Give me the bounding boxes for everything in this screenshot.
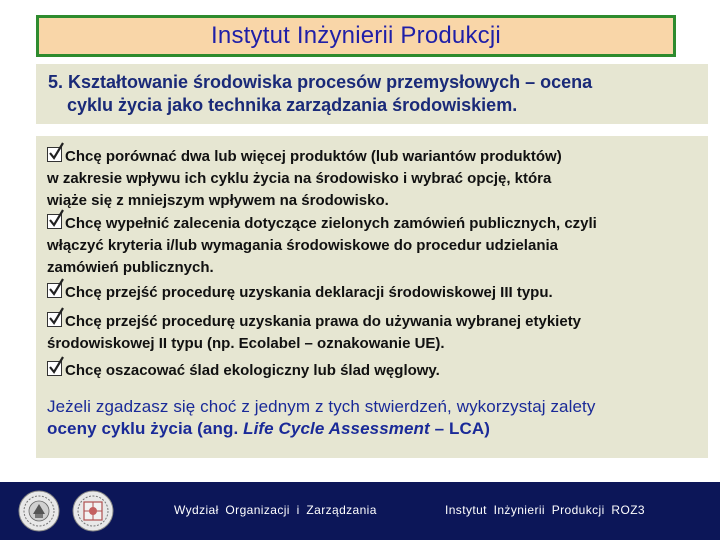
checklist-item: Chcę oszacować ślad ekologiczny lub ślad węglowy.: [47, 360, 709, 382]
checkbox-checked-icon: [47, 312, 62, 327]
footer-bar: [0, 482, 720, 540]
university-seal-icon: [18, 490, 60, 532]
page-title: Instytut Inżynierii Produkcji: [211, 22, 501, 49]
section-heading-line2: cyklu życia jako technika zarządzania środowiskiem.: [67, 95, 518, 115]
checklist-item: Chcę przejść procedurę uzyskania deklaracji środowiskowej III typu.: [47, 282, 709, 304]
footer-institute-label: Instytut Inżynierii Produkcji ROZ3: [445, 503, 645, 517]
checkbox-checked-icon: [47, 214, 62, 229]
title-banner: [36, 15, 676, 57]
checkbox-checked-icon: [47, 147, 62, 162]
checkbox-checked-icon: [47, 283, 62, 298]
faculty-emblem-icon: [72, 490, 114, 532]
subtitle-panel: [36, 64, 708, 124]
checkbox-checked-icon: [47, 361, 62, 376]
conclusion-text: Jeżeli zgadzasz się choć z jednym z tych stwierdzeń, wykorzystaj zalety oceny cyklu życia (ang. Life Cycle Assessment – LCA): [47, 397, 596, 438]
checklist-item: Chcę przejść procedurę uzyskania prawa do używania wybranej etykiety środowiskowej II typu (np. Ecolabel – oznakowanie UE).: [47, 311, 709, 355]
content-panel: [36, 136, 708, 458]
footer-faculty-label: Wydział Organizacji i Zarządzania: [174, 503, 377, 517]
section-heading-line1: 5. Kształtowanie środowiska procesów przemysłowych – ocena: [48, 72, 593, 92]
section-heading: [48, 71, 688, 117]
checklist-item: Chcę wypełnić zalecenia dotyczące zielonych zamówień publicznych, czyli włączyć kryteria i/lub wymagania środowiskowe do procedur udzielania zamówień publicznych.: [47, 213, 709, 279]
checklist-item: Chcę porównać dwa lub więcej produktów (lub wariantów produktów) w zakresie wpływu ich cyklu życia na środowisko i wybrać opcję, która wiąże się z mniejszym wpływem na środowisko.: [47, 146, 709, 212]
